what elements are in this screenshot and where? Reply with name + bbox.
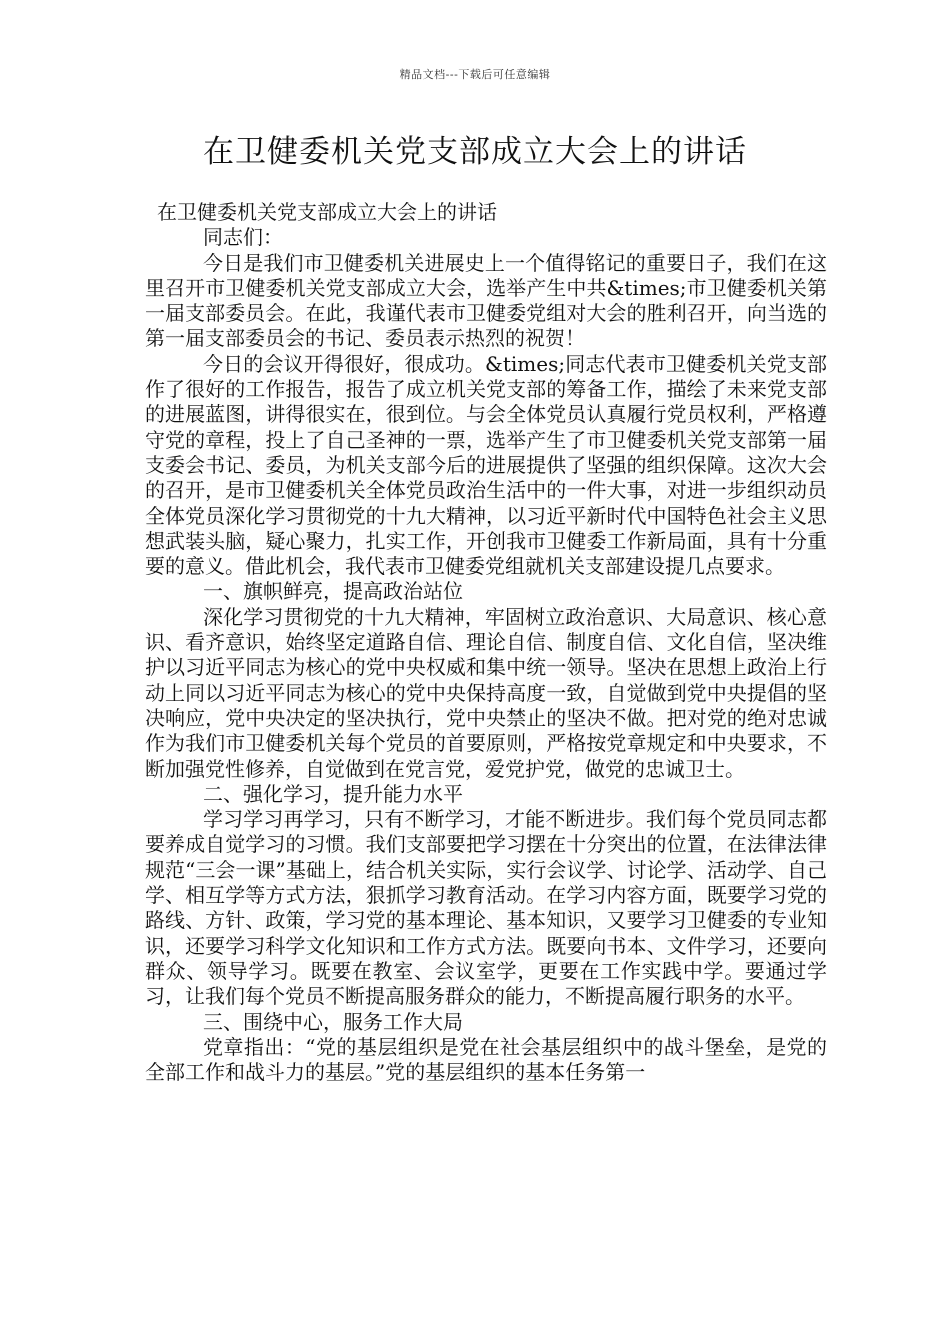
header-note: 精品文档---下载后可任意编辑 <box>399 68 551 81</box>
section-heading-2: 二、强化学习，提升能力水平 <box>203 781 463 806</box>
paragraph-section-2: 学习学习再学习，只有不断学习，才能不断进步。我们每个党员同志都要养成自觉学习的习惯。我们支部要把学习摆在十分突出的位置，在法律法律规范“三会一课”基础上，结合机关实际，实行会议学、讨论学、活动学、自己学、相互学等方式方法，狠抓学习教育活动。在学习内容方面，既要学习党的路线、方针、政策，学习党的基本理论、基本知识，又要学习卫健委的专业知识，还要学习科学文化知识和工作方式方法。既要向书本、文件学习，还要向群众、领导学习。既要在教室、会议室学，更要在工作实践中学。要通过学习，让我们每个党员不断提高服务群众的能力，不断提高履行职务的水平。 <box>145 807 827 1009</box>
subtitle: 在卫健委机关党支部成立大会上的讲话 <box>157 200 497 224</box>
paragraph-meeting: 今日的会议开得很好，很成功。&times;同志代表市卫健委机关党支部作了很好的工作报告，报告了成立机关党支部的筹备工作，描绘了未来党支部的进展蓝图，讲得很实在，很到位。与会全体党员认真履行党员权利，严格遵守党的章程，投上了自己圣神的一票，选举产生了市卫健委机关党支部第一届支委会书记、委员，为机关支部今后的进展提供了坚强的组织保障。这次大会的召开，是市卫健委机关全体党员政治生活中的一件大事，对进一步组织动员全体党员深化学习贯彻党的十九大精神，以习近平新时代中国特色社会主义思想武装头脑，疑心聚力，扎实工作，开创我市卫健委工作新局面，具有十分重要的意义。借此机会，我代表市卫健委党组就机关支部建设提几点要求。 <box>145 351 827 579</box>
salutation: 同志们： <box>203 225 283 250</box>
paragraph-section-1: 深化学习贯彻党的十九大精神，牢固树立政治意识、大局意识、核心意识、看齐意识，始终坚定道路自信、理论自信、制度自信、文化自信，坚决维护以习近平同志为核心的党中央权威和集中统一领导。坚决在思想上政治上行动上同以习近平同志为核心的党中央保持高度一致，自觉做到党中央提倡的坚决响应，党中央决定的坚决执行，党中央禁止的坚决不做。把对党的绝对忠诚作为我们市卫健委机关每个党员的首要原则，严格按党章规定和中央要求，不断加强党性修养，自觉做到在党言党，爱党护党，做党的忠诚卫士。 <box>145 604 827 781</box>
paragraph-opening: 今日是我们市卫健委机关进展史上一个值得铭记的重要日子，我们在这里召开市卫健委机关党支部成立大会，选举产生中共&times;市卫健委机关第一届支部委员会。在此，我谨代表市卫健委党组对大会的胜利召开，向当选的第一届支部委员会的书记、委员表示热烈的祝贺！ <box>145 250 827 351</box>
section-heading-1: 一、旗帜鲜亮，提高政治站位 <box>203 579 463 604</box>
paragraph-section-3: 党章指出：“党的基层组织是党在社会基层组织中的战斗堡垒，是党的全部工作和战斗力的基层。”党的基层组织的基本任务第一 <box>145 1034 827 1085</box>
document-body <box>145 200 827 1085</box>
document-title: 在卫健委机关党支部成立大会上的讲话 <box>203 134 747 170</box>
section-heading-3: 三、围绕中心，服务工作大局 <box>203 1009 463 1034</box>
